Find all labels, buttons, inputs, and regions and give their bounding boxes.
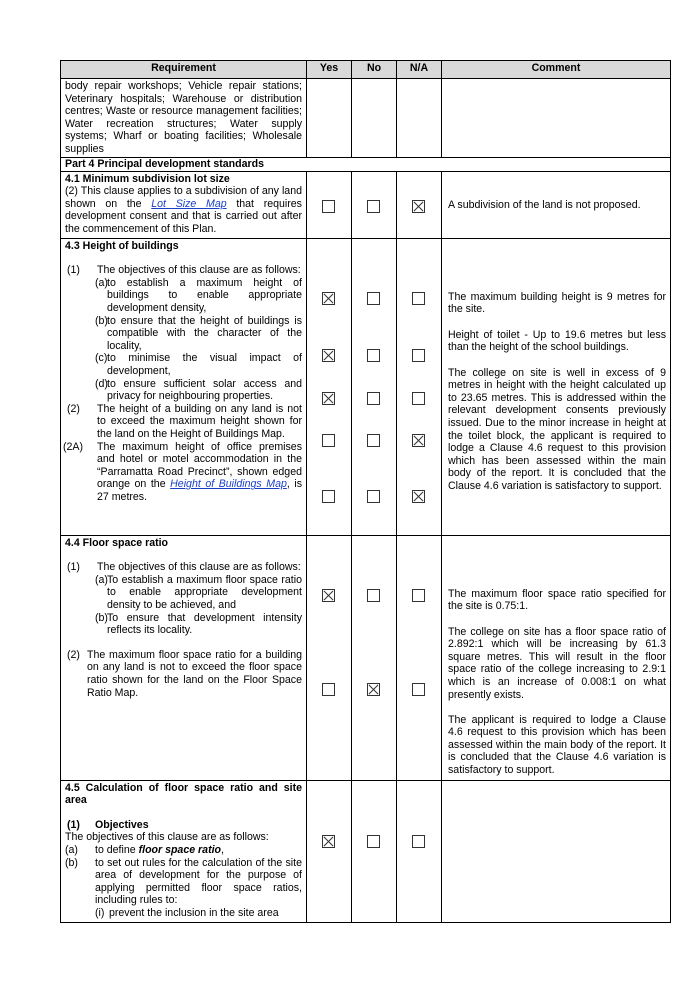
s44-1-na-checkbox[interactable] — [412, 589, 425, 602]
s41-requirement — [61, 171, 307, 238]
s45-item-i: prevent the inclusion in the site area — [109, 906, 279, 919]
s44-item-a: To establish a maximum floor space ratio to enable appropriate development density to be achieved, and — [107, 573, 302, 611]
s43-comment-3: The college on site is well in excess of 9 metres in height with the height calculated up to 23.65 metres. This is addressed within the relevant development consents previously issued. Due to the minor increase in height at the toilet block, the applicant is required to lodge a Clause 4.6 request to this provision which has been assessed within the main body of the report. It is concluded that the Clause 4.6 variation is satisfactory to support. — [448, 366, 666, 492]
s41-na-checkbox[interactable] — [412, 200, 425, 213]
header-row — [61, 61, 671, 79]
s44-2-yes-checkbox[interactable] — [322, 683, 335, 696]
land-use-text: body repair workshops; Vehicle repair stations; Veterinary hospitals; Warehouse or distribution centres; Waste or resource management facilities; Water recreation structures; Water supply systems; Wharf or boating facilities; Wholesale supplies — [61, 79, 307, 158]
s43-comment-1: The maximum building height is 9 metres for the site. — [448, 290, 666, 316]
s43-item-b: to ensure that the height of buildings is compatible with the character of the locality, — [107, 314, 302, 352]
s43-d-na-checkbox[interactable] — [412, 392, 425, 405]
s45-item-a-term: floor space ratio — [138, 843, 222, 856]
s43-item2a-b: , is 27 metres. — [97, 478, 303, 503]
s44-1-yes-checkbox[interactable] — [322, 589, 335, 602]
s43-title: 4.3 Height of buildings — [65, 239, 179, 252]
s44-comment-1: The maximum floor space ratio specified for the site is 0.75:1. — [448, 587, 666, 613]
s45-requirement: 4.5 Calculation of floor space ratio and site area (1) Objectives The objectives of this clause are as follows: (a) to define floor space ratio, (b) to set out rules for the calculation of the site area of development for the purpose of applying permitted floor space ratios, including rules to: (i) prevent the inclusion in the site area — [61, 780, 307, 922]
row-4-4 — [61, 535, 671, 780]
s41-text-a: (2) This clause applies to a subdivision of any land shown on the — [65, 185, 302, 210]
s41-title: 4.1 Minimum subdivision lot size — [65, 172, 230, 185]
s43-item-d: to ensure sufficient solar access and privacy for neighbouring properties. — [107, 377, 302, 403]
s45-item-b: to set out rules for the calculation of the site area of development for the purpose of applying permitted floor space ratios, including rules to: — [95, 856, 302, 907]
s43-item2: The height of a building on any land is not to exceed the maximum height shown for the land on the Height of Buildings Map. — [97, 402, 302, 440]
s43-item1: The objectives of this clause are as follows: — [97, 264, 301, 277]
row-4-1 — [61, 171, 671, 238]
s44-requirement: 4.4 Floor space ratio (1) The objectives of this clause are as follows: (a) To establish a maximum floor space ratio to enable appropriate development density to be achieved, and (b) To ensure that development intensity reflects its locality. (2) The maximum floor space ratio for a building on any land is not to exceed the floor space ratio shown for the land on the Floor Space Ratio Map. — [61, 535, 307, 780]
s44-item-b: To ensure that development intensity reflects its locality. — [107, 611, 302, 637]
s41-comment: A subdivision of the land is not proposed. — [448, 198, 641, 211]
s43-2-na-checkbox[interactable] — [412, 434, 425, 447]
part4-title: Part 4 Principal development standards — [61, 158, 671, 172]
s43-2a-no-checkbox[interactable] — [367, 490, 380, 503]
s41-yes-checkbox[interactable] — [322, 200, 335, 213]
s43-d-yes-checkbox[interactable] — [322, 392, 335, 405]
s45-title: 4.5 Calculation of floor space ratio and site area — [65, 781, 302, 807]
lot-size-map-link[interactable]: Lot Size Map — [151, 197, 227, 210]
s43-a-yes-checkbox[interactable] — [322, 292, 335, 305]
s43-b-yes-checkbox[interactable] — [322, 349, 335, 362]
s43-2a-yes-checkbox[interactable] — [322, 490, 335, 503]
part4-row — [61, 158, 671, 172]
header-comment: Comment — [442, 61, 671, 79]
s43-comment-2: Height of toilet - Up to 19.6 metres but less than the height of the school buildings. — [448, 328, 666, 354]
s45-no-checkbox[interactable] — [367, 835, 380, 848]
s45-objectives-heading: Objectives — [95, 818, 149, 831]
s44-1-no-checkbox[interactable] — [367, 589, 380, 602]
s44-item2: The maximum floor space ratio for a building on any land is not to exceed the floor space ratio shown for the land on the Floor Space Ratio Map. — [87, 648, 302, 699]
header-na: N/A — [397, 61, 442, 79]
requirements-table — [60, 60, 671, 923]
s43-item-c: to minimise the visual impact of development, — [107, 352, 302, 377]
s43-2-yes-checkbox[interactable] — [322, 434, 335, 447]
s45-yes-checkbox[interactable] — [322, 835, 335, 848]
s45-item-a-pre: to define — [95, 843, 139, 856]
s44-comment-2: The college on site has a floor space ratio of 2.892:1 which will be increasing by 61.3 square metres. This will result in the floor space ratio of the college increasing to 2.9:1 which is an increase of 0.008:1 on what presently exists. — [448, 625, 666, 701]
s41-no-checkbox[interactable] — [367, 200, 380, 213]
s43-2-no-checkbox[interactable] — [367, 434, 380, 447]
s43-b-na-checkbox[interactable] — [412, 349, 425, 362]
header-yes: Yes — [307, 61, 352, 79]
s43-item2a-a: The maximum height of office premises and hotel or motel accommodation in the “Parramatta Road Precinct”, shown edged orange on the — [97, 440, 302, 491]
header-no: No — [352, 61, 397, 79]
row-4-5 — [61, 780, 671, 922]
s44-item1: The objectives of this clause are as follows: — [97, 561, 301, 574]
s43-item-a: to establish a maximum height of buildings to enable appropriate development density, — [107, 276, 302, 314]
header-requirement: Requirement — [61, 61, 307, 79]
s41-text-b: that requires development consent and that is carried out after the commencement of this Plan. — [65, 197, 302, 235]
s43-requirement: 4.3 Height of buildings (1) The objectives of this clause are as follows: (a) to establish a maximum height of buildings to enable appropriate development density, (b) to ensure that the height of buildings is compatible with the character of the locality, (c) to minimise the visual impact of development, (d) to ensure sufficient solar access and privacy for neighbouring properties. (2) The height of a building on any land is not to exceed the maximum height shown for the land on the Height of Buildings Map. (2A) The maximum height of office premises and hotel or motel accommodation in the “Parramatta Road Precinct”, shown edged orange on the Height of Buildings Map, is 27 metres. — [61, 238, 307, 535]
s44-comment-3: The applicant is required to lodge a Clause 4.6 request to this provision which has been assessed within the main body of the report. It is concluded that the Clause 4.6 variation is satisfactory to support. — [448, 713, 666, 776]
s45-na-checkbox[interactable] — [412, 835, 425, 848]
s43-2a-na-checkbox[interactable] — [412, 490, 425, 503]
s44-title: 4.4 Floor space ratio — [65, 536, 169, 549]
row-4-3 — [61, 238, 671, 535]
s43-a-no-checkbox[interactable] — [367, 292, 380, 305]
s44-2-no-checkbox[interactable] — [367, 683, 380, 696]
s43-b-no-checkbox[interactable] — [367, 349, 380, 362]
s43-d-no-checkbox[interactable] — [367, 392, 380, 405]
s43-a-na-checkbox[interactable] — [412, 292, 425, 305]
row-land-uses — [61, 79, 671, 158]
s45-intro: The objectives of this clause are as follows: — [65, 831, 269, 844]
height-of-buildings-map-link[interactable]: Height of Buildings Map — [170, 478, 287, 491]
s44-2-na-checkbox[interactable] — [412, 683, 425, 696]
